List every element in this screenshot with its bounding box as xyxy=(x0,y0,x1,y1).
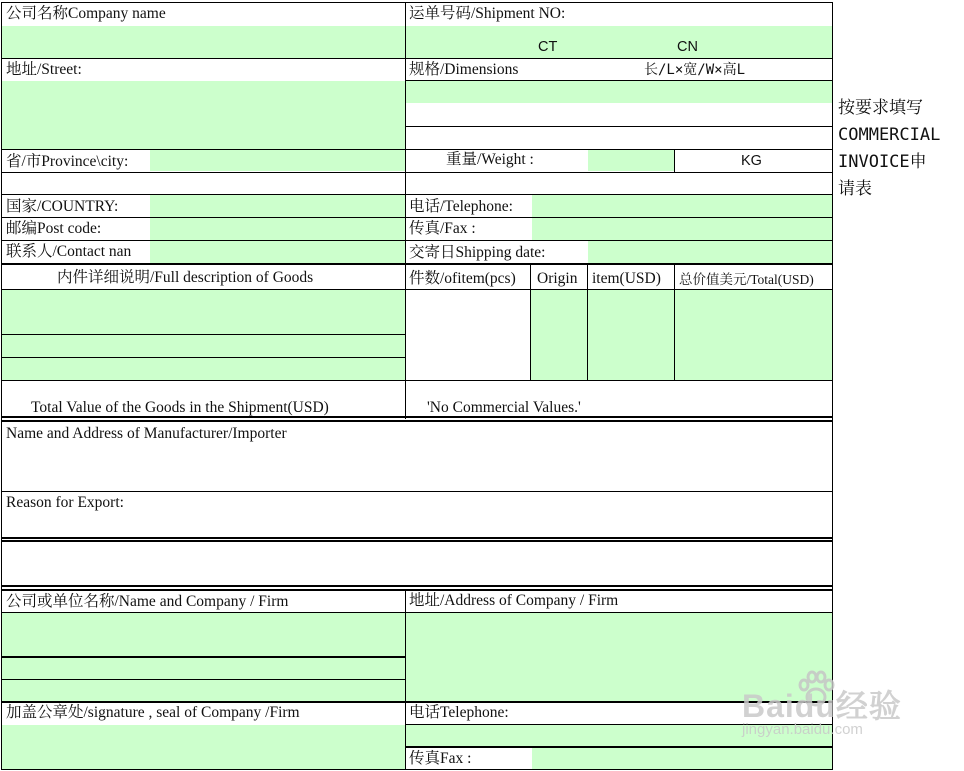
side-note-line: 按要求填写 xyxy=(838,98,923,118)
side-note xyxy=(838,95,940,203)
column-divider xyxy=(530,263,531,380)
post-code-label: 邮编Post code: xyxy=(6,220,102,237)
divider xyxy=(1,357,406,358)
street-field[interactable] xyxy=(2,81,405,149)
divider xyxy=(1,289,833,290)
company-name-label: 公司名称Company name xyxy=(6,5,166,22)
divider xyxy=(1,149,833,150)
divider xyxy=(1,217,833,218)
manufacturer-label: Name and Address of Manufacturer/Importer xyxy=(6,425,287,442)
divider xyxy=(1,537,833,539)
divider xyxy=(1,263,833,265)
weight-label: 重量/Weight : xyxy=(446,151,534,168)
divider xyxy=(1,701,833,703)
origin-field[interactable] xyxy=(531,290,587,380)
column-divider xyxy=(674,149,675,172)
province-city-field[interactable] xyxy=(150,150,405,171)
divider xyxy=(1,612,833,613)
contact-label: 联系人/Contact nan xyxy=(6,243,132,260)
item-usd-header: item(USD) xyxy=(592,270,661,287)
watermark-brand: Baidu经验 xyxy=(742,688,902,724)
goods-description-header: 内件详细说明/Full description of Goods xyxy=(57,269,314,286)
side-note-line: COMMERCIAL xyxy=(838,125,941,145)
firm-name-label: 公司或单位名称/Name and Company / Firm xyxy=(6,593,289,610)
company-name-field[interactable] xyxy=(2,26,405,58)
shipping-date-field[interactable] xyxy=(588,241,832,263)
total-value-label: Total Value of the Goods in the Shipment(USD) xyxy=(31,399,329,416)
divider xyxy=(1,656,406,658)
dimensions-field[interactable] xyxy=(406,81,832,103)
street-label: 地址/Street: xyxy=(6,61,82,78)
country-field[interactable] xyxy=(150,195,405,217)
column-divider xyxy=(587,263,588,380)
post-code-field[interactable] xyxy=(150,218,405,240)
side-note-line: 请表 xyxy=(838,179,872,199)
shipment-no-label: 运单号码/Shipment NO: xyxy=(409,5,566,22)
origin-header: Origin xyxy=(537,270,578,287)
fax-label: 传真/Fax : xyxy=(409,220,476,237)
dimensions-hint: 长/L×宽/W×高L xyxy=(644,62,746,78)
reason-export-label: Reason for Export: xyxy=(6,494,124,511)
firm-telephone-label: 电话Telephone: xyxy=(409,704,509,721)
firm-address-label: 地址/Address of Company / Firm xyxy=(409,592,619,609)
divider xyxy=(1,589,833,591)
ct-label: CT xyxy=(538,39,558,55)
contact-field[interactable] xyxy=(150,241,405,263)
divider xyxy=(406,746,833,748)
form-right-border xyxy=(832,2,833,770)
shipping-date-label: 交寄日Shipping date: xyxy=(409,244,546,261)
divider xyxy=(1,2,833,3)
kg-unit-label: KG xyxy=(741,153,762,169)
watermark-url: jingyan.baidu.com xyxy=(742,721,863,738)
divider xyxy=(1,334,406,335)
country-label: 国家/COUNTRY: xyxy=(6,198,119,215)
column-divider xyxy=(405,2,406,419)
telephone-label: 电话/Telephone: xyxy=(409,198,513,215)
shipment-no-field[interactable] xyxy=(406,26,832,58)
cn-label: CN xyxy=(677,39,698,55)
divider xyxy=(1,172,833,173)
divider xyxy=(1,769,833,770)
divider xyxy=(1,58,833,59)
divider xyxy=(406,80,833,81)
firm-fax-label: 传真Fax : xyxy=(409,750,472,767)
divider xyxy=(1,679,406,680)
divider xyxy=(1,240,833,241)
goods-description-field[interactable] xyxy=(2,290,405,380)
column-divider xyxy=(405,589,406,770)
divider xyxy=(1,380,833,381)
divider xyxy=(1,491,833,492)
item-usd-field[interactable] xyxy=(588,290,674,380)
no-commercial-values: 'No Commercial Values.' xyxy=(427,399,581,416)
divider xyxy=(1,194,833,195)
weight-field[interactable] xyxy=(588,150,674,171)
divider xyxy=(1,540,833,542)
signature-label: 加盖公章处/signature , seal of Company /Firm xyxy=(6,704,300,721)
divider xyxy=(1,585,833,587)
side-note-line: INVOICE申 xyxy=(838,152,927,172)
province-city-label: 省/市Province\city: xyxy=(6,153,129,170)
signature-field[interactable] xyxy=(2,725,405,769)
pieces-header: 件数/ofitem(pcs) xyxy=(409,270,516,287)
divider xyxy=(1,420,833,422)
baidu-watermark xyxy=(742,665,942,745)
fax-field[interactable] xyxy=(532,218,832,240)
telephone-field[interactable] xyxy=(532,195,832,217)
form-left-border xyxy=(1,2,2,770)
total-usd-field[interactable] xyxy=(675,290,832,380)
firm-fax-field[interactable] xyxy=(532,748,832,769)
dimensions-label: 规格/Dimensions xyxy=(409,61,519,78)
total-usd-header: 总价值美元/Total(USD) xyxy=(679,272,814,287)
divider xyxy=(406,126,833,127)
column-divider xyxy=(674,263,675,380)
